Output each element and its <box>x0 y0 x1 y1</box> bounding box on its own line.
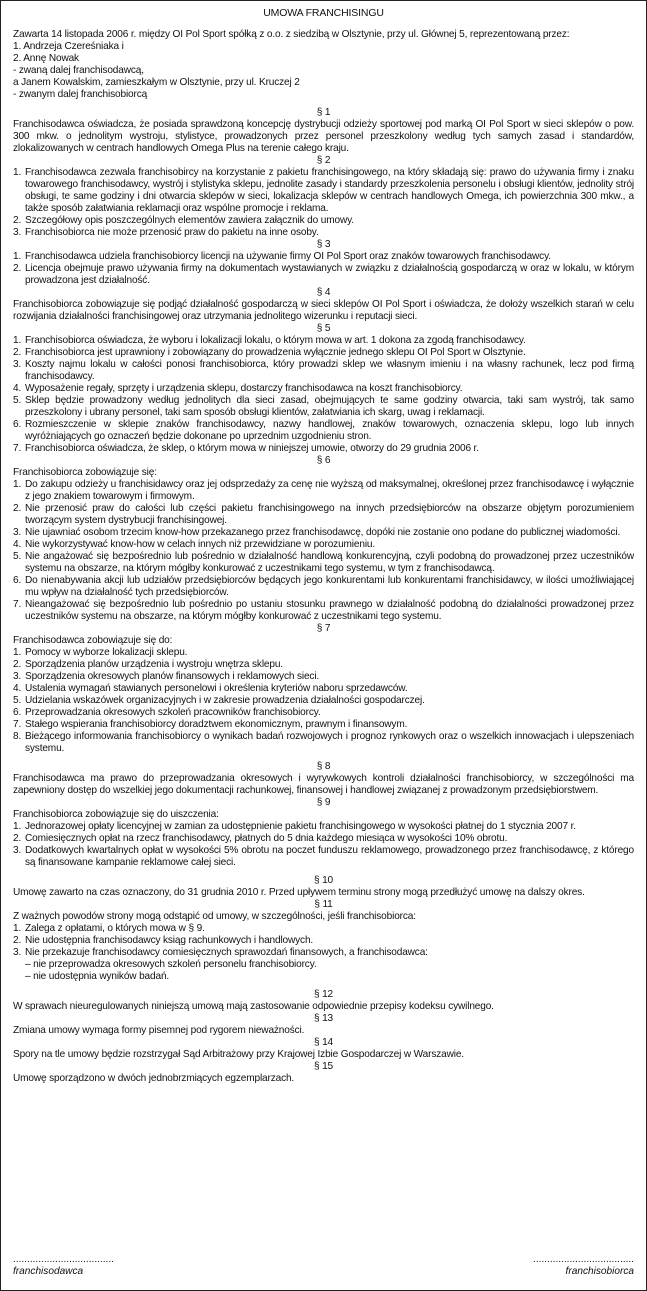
section-heading: § 13 <box>313 1013 334 1024</box>
list-item: 1. Zalega z opłatami, o których mowa w § 9. <box>13 923 205 934</box>
signature-label: franchisobiorca <box>565 1266 634 1277</box>
section-heading: § 8 <box>316 761 331 772</box>
list-item: 8. Bieżącego informowania franchisobiorcy o wynikach badań rozwojowych i prognoz rynkowych oraz o wszelkich innowacjach i ulepszeniach systemu. <box>13 731 634 754</box>
section-paragraph: Franchisobiorca zobowiązuje się do uiszczenia: <box>13 809 219 820</box>
section-heading: § 11 <box>314 899 333 910</box>
list-item: 5. Udzielania wskazówek organizacyjnych i w zakresie prowadzenia działalności gospodarczej. <box>13 695 425 706</box>
section-paragraph: Zmiana umowy wymaga formy pisemnej pod rygorem nieważności. <box>13 1025 305 1036</box>
section-paragraph: Franchisodawca ma prawo do przeprowadzania okresowych i wyrywkowych kontroli działalności franchisobiorcy, w szczególności ma zapewniony dostęp do wszelkiej jego dokumentacji rachunkowej, finansowej i handlowej związanej z prowadzonym przedsiębiorstwem. <box>13 773 634 796</box>
list-item: 1. Do zakupu odzieży u franchisidawcy oraz jej odsprzedaży za cenę nie wyższą od maksymalnej, określonej przez franchisodawcę i wyłącznie z jego znakiem towarowym i firmowym. <box>13 479 634 502</box>
section-paragraph: Umowę sporządzono w dwóch jednobrzmiących egzemplarzach. <box>13 1073 295 1084</box>
list-item: 2. Szczegółowy opis poszczególnych elementów zawiera załącznik do umowy. <box>13 215 354 226</box>
section-paragraph: Franchisobiorca zobowiązuje się: <box>13 467 157 478</box>
section-heading: § 1 <box>316 107 331 118</box>
list-item: 5. Sklep będzie prowadzony według jednolitych dla sieci zasad, obejmujących te same godziny otwarcia, taki sam wystrój, tak samo przeszkolony i ubrany personel, taki sam sposób obsługi klientów, załatwiania ich skarg, uwag i reklamacji. <box>13 395 634 418</box>
section-heading: § 14 <box>313 1037 334 1048</box>
section-heading: § 7 <box>316 623 331 634</box>
intro-line: Zawarta 14 listopada 2006 r. między OI Pol Sport spółką z o.o. z siedzibą w Olsztynie, przy ul. Głównej 5, reprezentowaną przez: <box>13 29 570 40</box>
list-item: 1. Franchisobiorca oświadcza, że wyboru i lokalizacji lokalu, o którym mowa w art. 1 dokona za zgodą franchisodawcy. <box>13 335 526 346</box>
section-paragraph: Z ważnych powodów strony mogą odstąpić od umowy, w szczególności, jeśli franchisobiorca: <box>13 911 416 922</box>
signature-franchisee <box>533 1254 634 1278</box>
section-heading: § 2 <box>316 155 331 166</box>
intro-line: 2. Annę Nowak <box>13 53 79 64</box>
list-item: 7. Stałego wspierania franchisobiorcy doradztwem ekonomicznym, prawnym i finansowym. <box>13 719 408 730</box>
list-item: 2. Licencja obejmuje prawo używania firmy na dokumentach wystawianych w związku z działalnością gospodarczą w oraz w lokalu, w którym prowadzona jest działalność. <box>13 263 634 286</box>
section-list <box>13 647 634 755</box>
list-item: 2. Sporządzenia planów urządzenia i wystroju wnętrza sklepu. <box>13 659 283 670</box>
section-heading: § 9 <box>316 797 331 808</box>
section-heading: § 5 <box>316 323 331 334</box>
list-item: 1. Pomocy w wyborze lokalizacji sklepu. <box>13 647 188 658</box>
list-item: 6. Rozmieszczenie w sklepie znaków franchisodawcy, nazwy handlowej, znaków towarowych, oznaczenia sklepu, logo lub innych wyróżniających go oznaczeń będzie dokonane po uprzednim uzgodnieniu stron. <box>13 419 634 442</box>
intro-line: 1. Andrzeja Czereśniaka i <box>13 41 124 52</box>
dash-item: – nie udostępnia wyników badań. <box>25 971 170 982</box>
intro-line: - zwaną dalej franchisodawcą, <box>13 65 144 76</box>
list-item: 7. Nieangażować się bezpośrednio lub pośrednio po ustaniu stosunku prawnego w działalność podobną do działalności prowadzonej przez uczestników systemu na obszarze, na którym mógłby konkurować z uczestnikami tego systemu. <box>13 599 634 622</box>
list-item: 1. Jednorazowej opłaty licencyjnej w zamian za udostępnienie pakietu franchisingowego w wysokości płatnej do 1 stycznia 2007 r. <box>13 821 576 832</box>
list-item: 3. Nie ujawniać osobom trzecim know-how przekazanego przez franchisodawcę, dopóki nie zostanie ono podane do publicznej wiadomości. <box>13 527 621 538</box>
signature-line: .................................... <box>533 1254 634 1265</box>
dash-list <box>13 959 634 983</box>
section-heading: § 4 <box>316 287 331 298</box>
list-item: 2. Nie udostępnia franchisodawcy ksiąg rachunkowych i handlowych. <box>13 935 314 946</box>
list-item: 2. Nie przenosić praw do całości lub części pakietu franchisingowego na innych przedsiębiorców na obszarze objętym porozumieniem tworzącym system dystrybucji franchisingowej. <box>13 503 634 526</box>
intro-line: - zwanym dalej franchisobiorcą <box>13 89 148 100</box>
section-heading: § 12 <box>313 989 334 1000</box>
list-item: 1. Franchisodawca zezwala franchisobircy na korzystanie z pakietu franchisingowego, na który składają się: prawo do używania firmy i znaku towarowego franchisodawcy, wystrój i stylistyka sklepu, jednolite zasady i standardy przeszkolenia personelu i obsługi klientów, jednolity strój obsługi, te same godziny i dni otwarcia sklepów w sieci, lokalizacja sklepów w centrach handlowych Omega, ich powierzchnia 300 mkw., a także sposób załatwiania reklamacji oraz wspólne promocje i reklama. <box>13 167 634 214</box>
list-item: 6. Przeprowadzania okresowych szkoleń pracowników franchisobiorcy. <box>13 707 321 718</box>
document-title: UMOWA FRANCHISINGU <box>263 7 384 19</box>
list-item: 3. Nie przekazuje franchisodawcy comiesięcznych sprawozdań finansowych, a franchisodawca: <box>13 947 428 958</box>
dash-item: – nie przeprowadza okresowych szkoleń personelu franchisobiorcy. <box>25 959 317 970</box>
document-body <box>1 1 646 1085</box>
list-item: 4. Nie wykorzystywać know-how w celach innych niż przewidziane w porozumieniu. <box>13 539 376 550</box>
list-item: 4. Ustalenia wymagań stawianych personelowi i określenia kryteriów naboru sprzedawców. <box>13 683 408 694</box>
section-heading: § 10 <box>313 875 334 886</box>
section-paragraph: Spory na tle umowy będzie rozstrzygał Sąd Arbitrażowy przy Krajowej Izbie Gospodarczej w Warszawie. <box>13 1049 464 1060</box>
section-list <box>13 821 634 869</box>
list-item: 2. Comiesięcznych opłat na rzecz franchisodawcy, płatnych do 5 dnia każdego miesiąca w wysokości 10% obrotu. <box>13 833 508 844</box>
list-item: 5. Nie angażować się bezpośrednio lub pośrednio w działalność handlową konkurencyjną, czyli podobną do prowadzonej przez uczestników systemu na obszarze, na którym mógłby konkurować z uczestnikami tego systemu, w tym z franchisodawcą. <box>13 551 634 574</box>
list-item: 1. Franchisodawca udziela franchisobiorcy licencji na używanie firmy OI Pol Sport oraz znaków towarowych franchisodawcy. <box>13 251 551 262</box>
signature-franchisor <box>13 1254 114 1278</box>
section-paragraph: W sprawach nieuregulowanych niniejszą umową mają zastosowanie odpowiednie przepisy kodeksu cywilnego. <box>13 1001 494 1012</box>
intro-line: a Janem Kowalskim, zamieszkałym w Olsztynie, przy ul. Kruczej 2 <box>13 77 300 88</box>
section-list <box>13 251 634 287</box>
section-paragraph: Franchisodawca zobowiązuje się do: <box>13 635 173 646</box>
list-item: 7. Franchisobiorca oświadcza, że sklep, o którym mowa w niniejszej umowie, otworzy do 29 grudnia 2006 r. <box>13 443 479 454</box>
section-heading: § 3 <box>316 239 331 250</box>
section-list <box>13 479 634 623</box>
list-item: 2. Franchisobiorca jest uprawniony i zobowiązany do prowadzenia wyłącznie jednego sklepu OI Pol Sport w Olsztynie. <box>13 347 526 358</box>
section-paragraph: Franchisodawca oświadcza, że posiada sprawdzoną koncepcję dystrybucji odzieży sportowej pod marką OI Pol Sport w sieci sklepów o pow. 300 mkw. o jednolitym wystroju, stylistyce, prowadzonych przez personel przeszkolony według tych samych zasad i standardów, zlokalizowanych w centrach handlowych Omega Plus na terenie całego kraju. <box>13 119 634 154</box>
list-item: 3. Koszty najmu lokalu w całości ponosi franchisobiorca, który prowadzi sklep we własnym imieniu i na własny rachunek, lecz pod firmą franchisodawcy. <box>13 359 634 382</box>
section-heading: § 15 <box>313 1061 334 1072</box>
list-item: 3. Franchisobiorca nie może przenosić praw do pakietu na inne osoby. <box>13 227 319 238</box>
section-paragraph: Umowę zawarto na czas oznaczony, do 31 grudnia 2010 r. Przed upływem terminu strony mogą przedłużyć umowę na dalszy okres. <box>13 887 585 898</box>
section-list <box>13 167 634 239</box>
list-item: 3. Sporządzenia okresowych planów finansowych i reklamowych sieci. <box>13 671 320 682</box>
signature-line: .................................... <box>13 1254 114 1265</box>
section-paragraph: Franchisobiorca zobowiązuje się podjąć działalność gospodarczą w sieci sklepów OI Pol Sport i oświadcza, że dołoży wszelkich starań w celu rozwijania działalności franchisingowej oraz utrzymania jednolitego wizerunku i reputacji sieci. <box>13 299 634 322</box>
section-heading: § 6 <box>316 455 331 466</box>
section-list <box>13 335 634 455</box>
signature-label: franchisodawca <box>13 1266 84 1277</box>
section-list <box>13 923 634 959</box>
list-item: 6. Do nienabywania akcji lub udziałów przedsiębiorców będących jego konkurentami lub konkurentami franchisidawcy, w ilości umożliwiającej mu wpływ na działalność tych przedsiębiorców. <box>13 575 634 598</box>
list-item: 3. Dodatkowych kwartalnych opłat w wysokości 5% obrotu na poczet funduszu reklamowego, prowadzonego przez franchisodawcę, z którego są finansowane kampanie reklamowe całej sieci. <box>13 845 634 868</box>
list-item: 4. Wyposażenie regały, sprzęty i urządzenia sklepu, dostarczy franchisodawca na koszt franchisobiorcy. <box>13 383 463 394</box>
intro-block <box>13 29 634 101</box>
